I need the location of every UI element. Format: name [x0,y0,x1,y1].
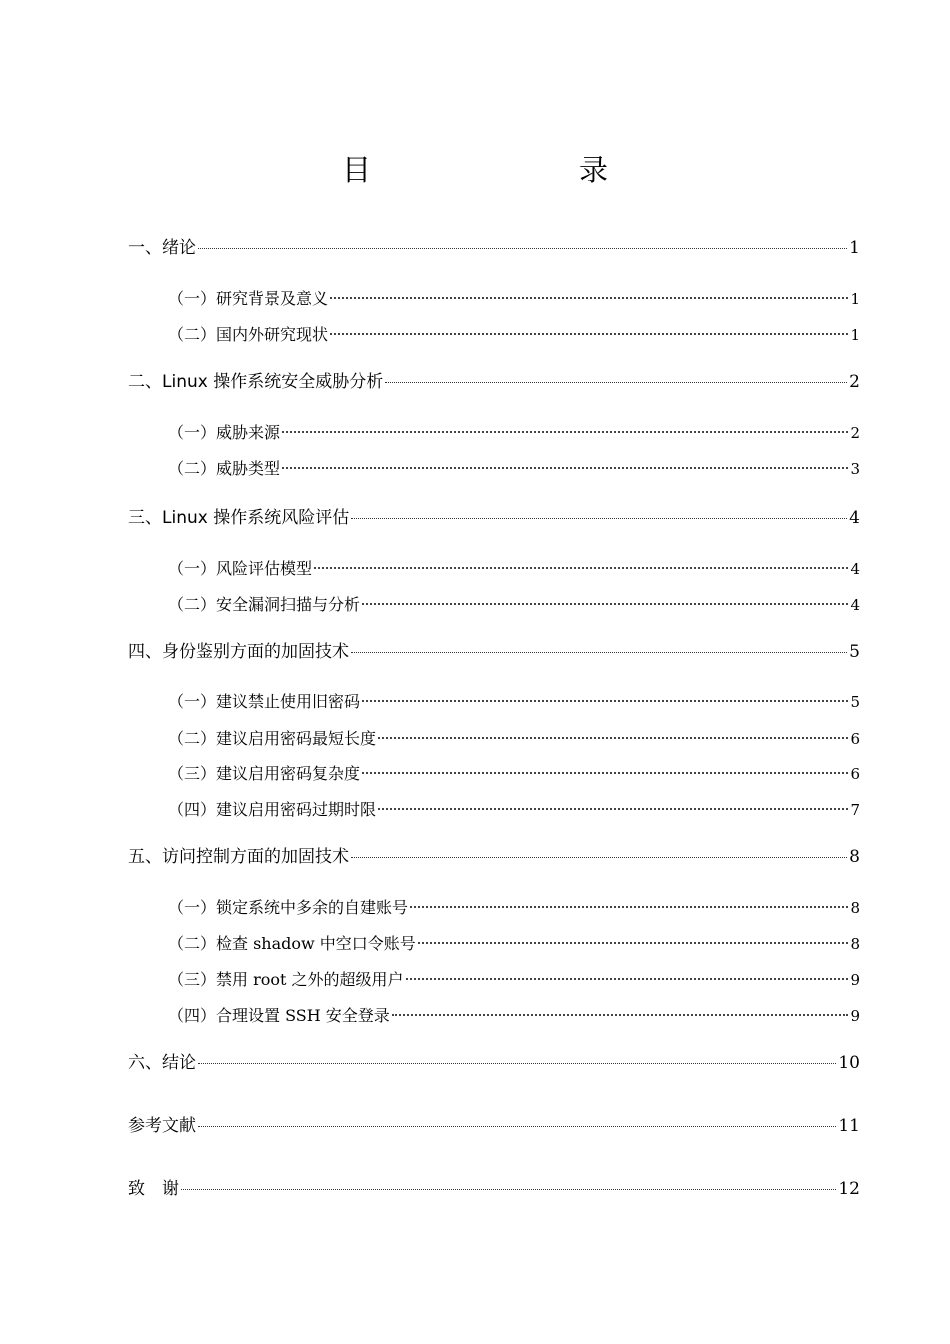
toc-entry-page: 6 [850,765,860,783]
toc-entry-label: 一、绪论 [128,238,196,258]
dot-leader [330,295,848,299]
toc-entry-page: 7 [850,801,860,819]
toc-entry[interactable] [168,594,860,616]
toc-entry[interactable] [128,1051,860,1075]
toc-entry-label: （三）禁用 root 之外的超级用户 [168,970,404,989]
toc-entry[interactable] [168,799,860,821]
toc-entry[interactable] [168,324,860,346]
toc-entry-label: 三、Linux 操作系统风险评估 [128,508,350,528]
toc-entry-label: （四）合理设置 SSH 安全登录 [168,1006,390,1025]
toc-entry[interactable] [168,691,860,713]
dot-leader [198,1062,836,1064]
toc-entry[interactable] [168,458,860,480]
toc-entry-page: 8 [850,899,860,917]
dot-leader [282,429,848,433]
toc-entry-label: （一）风险评估模型 [168,559,313,578]
toc-entry-page: 1 [850,290,860,308]
toc-entry[interactable] [168,422,860,444]
dot-leader [351,517,847,519]
toc-entry-label: （一）威胁来源 [168,423,281,442]
dot-leader [410,904,848,908]
toc-entry[interactable] [128,1114,860,1138]
toc-entry-label: 二、Linux 操作系统安全威胁分析 [128,372,384,392]
toc-entry-page: 1 [850,326,860,344]
toc-entry[interactable] [168,288,860,310]
toc-entry-label: （一）建议禁止使用旧密码 [168,692,361,711]
dot-leader [282,465,848,469]
toc-entry-label: （三）建议启用密码复杂度 [168,764,361,783]
toc-entry-label: 四、身份鉴别方面的加固技术 [128,642,349,662]
dot-leader [378,735,848,739]
dot-leader [351,651,847,653]
toc-entry-page: 4 [850,560,860,578]
toc-entry-label: （二）国内外研究现状 [168,325,329,344]
toc-entry-page: 10 [838,1053,860,1073]
dot-leader [418,940,849,944]
toc-entry-page: 9 [850,1007,860,1025]
toc-entry-page: 2 [849,372,860,392]
toc-entry[interactable] [128,506,860,530]
toc-entry[interactable] [168,558,860,580]
toc-entry-page: 9 [850,971,860,989]
dot-leader [392,1012,849,1016]
toc-entry-page: 8 [850,935,860,953]
toc-entry[interactable] [168,897,860,919]
toc-entry-label: （一）研究背景及意义 [168,289,329,308]
toc-entry-page: 5 [849,642,860,662]
toc-entry-page: 11 [838,1116,860,1136]
dot-leader [362,601,848,605]
toc-entry[interactable] [168,969,860,991]
toc-entry-page: 1 [849,238,860,258]
toc-entry-page: 2 [850,424,860,442]
dot-leader [198,247,847,249]
toc-entry[interactable] [128,370,860,394]
toc-entry-page: 4 [849,508,860,528]
dot-leader [330,331,848,335]
dot-leader [362,770,848,774]
toc-entry[interactable] [168,1005,860,1027]
dot-leader [385,381,847,383]
toc-entry[interactable] [168,763,860,785]
dot-leader [378,806,848,810]
toc-entry-label: （二）威胁类型 [168,459,281,478]
toc-entry-page: 12 [838,1179,860,1199]
toc-entry[interactable] [128,1177,860,1201]
toc-entry-page: 8 [849,847,860,867]
toc-entry-label: 致 谢 [128,1179,179,1199]
toc-entry-label: 参考文献 [128,1116,196,1136]
toc-title: 目 录 [341,153,658,187]
toc-entry-label: 五、访问控制方面的加固技术 [128,847,349,867]
dot-leader [198,1125,836,1127]
dot-leader [362,698,848,702]
dot-leader [406,976,849,980]
toc-entry-label: （二）建议启用密码最短长度 [168,729,377,748]
toc-entry-page: 4 [850,596,860,614]
toc-entry-page: 3 [850,460,860,478]
toc-entry[interactable] [168,728,860,750]
toc-entry-label: （二）检查 shadow 中空口令账号 [168,934,416,953]
toc-entry[interactable] [128,236,860,260]
dot-leader [181,1188,836,1190]
toc-entry[interactable] [168,933,860,955]
dot-leader [351,856,847,858]
toc-entry-page: 6 [850,730,860,748]
toc-entry-label: （一）锁定系统中多余的自建账号 [168,898,409,917]
dot-leader [314,565,848,569]
toc-entry-page: 5 [850,693,860,711]
toc-entry-label: （二）安全漏洞扫描与分析 [168,595,361,614]
toc-entry[interactable] [128,845,860,869]
toc-entry[interactable] [128,640,860,664]
toc-entry-label: 六、结论 [128,1053,196,1073]
toc-entry-label: （四）建议启用密码过期时限 [168,800,377,819]
